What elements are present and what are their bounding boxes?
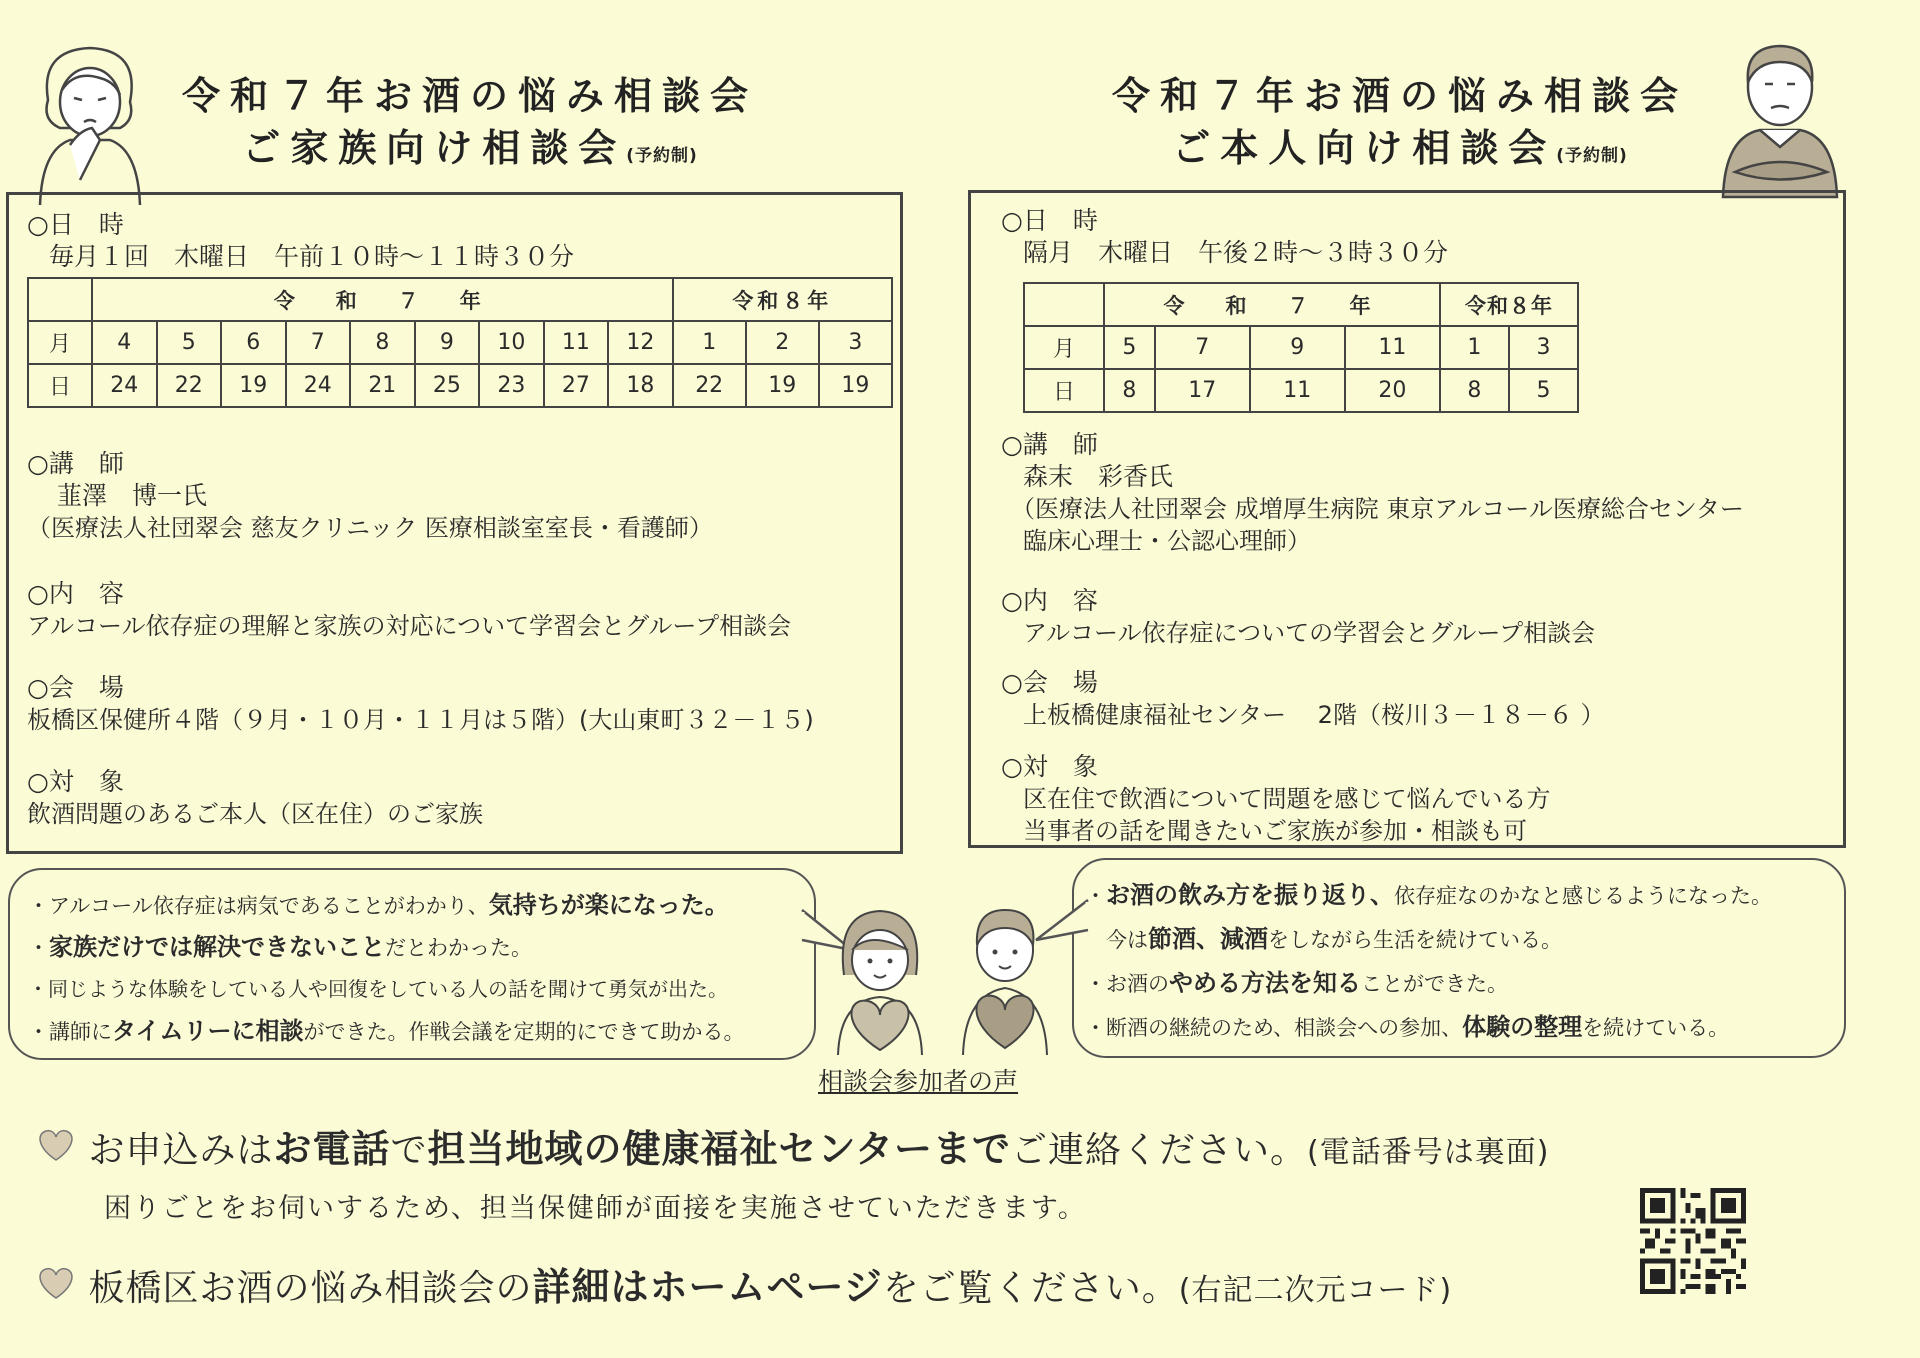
right-lecturer-affiliation-2: 臨床心理士・公認心理師）: [1023, 527, 1311, 555]
footer-note: (右記二次元コード): [1178, 1273, 1453, 1308]
left-target-label: ○対 象: [27, 767, 124, 796]
voice-emphasis: やめる方法を知る: [1169, 969, 1361, 997]
right-content-label: ○内 容: [1001, 586, 1098, 615]
voice-emphasis: 気持ちが楽になった。: [488, 891, 729, 919]
voice-left-2: [28, 932, 532, 963]
woman-heart-icon: [830, 905, 930, 1055]
voices-caption: 相談会参加者の声: [818, 1067, 1019, 1096]
right-target-1: 区在住で飲酒について問題を感じて悩んでいる方: [1023, 785, 1551, 813]
right-year-r7: 令 和 ７ 年: [1104, 283, 1440, 326]
left-title-main: ご家族向け相談会: [242, 126, 627, 170]
left-month: 8: [350, 321, 415, 364]
worried-woman-icon: [30, 40, 150, 205]
left-lecturer-name: 韮澤 博一氏: [57, 481, 208, 510]
right-lecturer-name: 森末 彩香氏: [1023, 462, 1174, 491]
left-content-label: ○内 容: [27, 579, 124, 608]
voice-right-3: [1085, 968, 1508, 999]
voice-emphasis: タイムリーに相談: [112, 1017, 304, 1045]
left-schedule-table: [27, 277, 893, 408]
left-day: 21: [350, 364, 415, 407]
left-day: 19: [819, 364, 892, 407]
left-title: [150, 70, 790, 182]
left-day: 24: [92, 364, 157, 407]
left-month: 5: [157, 321, 222, 364]
voice-text: ができた。作戦会議を定期的にできて助かる。: [303, 1020, 745, 1044]
left-month-row: [28, 321, 892, 364]
voice-left-3: [28, 974, 728, 1004]
right-target-2: 当事者の話を聞きたいご家族が参加・相談も可: [1023, 817, 1527, 845]
footer-text: 板橋区お酒の悩み相談会の: [88, 1268, 533, 1309]
left-datetime: 毎月１回 木曜日 午前１０時～１１時３０分: [49, 242, 575, 271]
voice-text: 今は: [1085, 928, 1148, 952]
right-schedule-table: [1023, 282, 1579, 413]
right-month-label: 月: [1024, 326, 1104, 369]
left-month: 12: [608, 321, 673, 364]
left-datetime-label: ○日 時: [27, 210, 124, 239]
footer-emphasis: 詳細はホームページ: [532, 1265, 883, 1309]
right-month-row: [1024, 326, 1578, 369]
left-title-line1: 令和７年お酒の悩み相談会: [181, 74, 758, 118]
left-day: 23: [479, 364, 544, 407]
right-month: 1: [1440, 326, 1509, 369]
voice-emphasis: 体験の整理: [1462, 1013, 1583, 1041]
voice-text: ・アルコール依存症は病気であることがわかり、: [28, 894, 489, 918]
left-venue-label: ○会 場: [27, 673, 124, 702]
right-venue-label: ○会 場: [1001, 668, 1098, 697]
right-info-panel: [968, 190, 1846, 848]
left-day-label: 日: [28, 364, 92, 407]
left-day: 22: [673, 364, 746, 407]
left-month: 3: [819, 321, 892, 364]
right-year-r8: 令和８年: [1440, 283, 1578, 326]
right-month: 3: [1509, 326, 1578, 369]
left-day: 19: [746, 364, 819, 407]
left-info-panel: [6, 192, 903, 854]
left-lecturer-affiliation: （医療法人社団翠会 慈友クリニック 医療相談室室長・看護師）: [27, 514, 713, 542]
voice-right-1: [1085, 880, 1772, 911]
right-title-note: (予約制): [1556, 146, 1628, 166]
voice-text: ・: [1085, 884, 1106, 908]
voice-text: ・: [28, 936, 49, 960]
voice-text: ・同じような体験をしている人や回復をしている人の話を聞けて勇気が出た。: [28, 977, 728, 1001]
right-venue: 上板橋健康福祉センター 2階（桜川３－１８－６ ）: [1023, 701, 1605, 729]
right-content: アルコール依存症についての学習会とグループ相談会: [1023, 619, 1596, 647]
right-datetime: 隔月 木曜日 午後２時～３時３０分: [1023, 238, 1449, 267]
left-day-row: [28, 364, 892, 407]
footer-note: (電話番号は裏面): [1307, 1135, 1550, 1170]
left-title-line2: [150, 122, 790, 182]
man-crossed-arms-icon: [1715, 32, 1845, 202]
left-month: 11: [544, 321, 609, 364]
voice-text: ・断酒の継続のため、相談会への参加、: [1085, 1016, 1463, 1040]
left-day: 24: [286, 364, 351, 407]
right-title: [1080, 70, 1720, 182]
right-month: 7: [1155, 326, 1250, 369]
right-day: 17: [1155, 369, 1250, 412]
voice-text: だとわかった。: [385, 936, 532, 960]
voice-text: ・お酒の: [1085, 972, 1169, 996]
voice-text: をしながら生活を続けている。: [1268, 928, 1562, 952]
boy-heart-icon: [955, 900, 1055, 1055]
left-year-r7: 令 和 ７ 年: [92, 278, 673, 321]
footer-text: ご連絡ください。: [1010, 1130, 1307, 1171]
heart-bullet-icon: [36, 1128, 76, 1162]
left-title-note: (予約制): [626, 146, 698, 166]
right-day-row: [1024, 369, 1578, 412]
left-target: 飲酒問題のあるご本人（区在住）のご家族: [27, 800, 483, 828]
left-month: 2: [746, 321, 819, 364]
left-month: 1: [673, 321, 746, 364]
voice-left-1: [28, 890, 729, 921]
left-month: 9: [415, 321, 480, 364]
table-corner: [1024, 283, 1104, 326]
footer-line-3: [36, 1256, 1452, 1311]
footer-emphasis: 担当地域の健康福祉センターまで: [427, 1127, 1011, 1171]
right-month: 11: [1345, 326, 1440, 369]
voice-text: ・講師に: [28, 1020, 112, 1044]
voice-emphasis: 節酒、減酒: [1148, 925, 1268, 953]
left-month-label: 月: [28, 321, 92, 364]
right-day-label: 日: [1024, 369, 1104, 412]
left-year-r8: 令和８年: [673, 278, 892, 321]
voice-emphasis: お酒の飲み方を振り返り、: [1106, 881, 1394, 909]
footer-text: をご覧ください。: [882, 1268, 1179, 1309]
footer-emphasis: お電話: [273, 1127, 391, 1171]
right-lecturer-label: ○講 師: [1001, 430, 1098, 459]
right-day: 20: [1345, 369, 1440, 412]
right-title-main: ご本人向け相談会: [1172, 126, 1557, 170]
left-month: 6: [221, 321, 286, 364]
table-corner: [28, 278, 92, 321]
voice-right-2: [1085, 924, 1562, 955]
footer-line-1: [36, 1118, 1549, 1173]
right-day: 11: [1250, 369, 1345, 412]
right-schedule-year-row: [1024, 283, 1578, 326]
right-datetime-label: ○日 時: [1001, 206, 1098, 235]
footer-line-2: 困りごとをお伺いするため、担当保健師が面接を実施させていただきます。: [104, 1193, 1087, 1224]
right-lecturer-affiliation: （医療法人社団翠会 成増厚生病院 東京アルコール医療総合センター: [1011, 495, 1744, 523]
right-title-line1: 令和７年お酒の悩み相談会: [1111, 74, 1688, 118]
left-venue: 板橋区保健所４階（９月・１０月・１１月は５階）(大山東町３２－１５): [27, 706, 814, 734]
right-target-label: ○対 象: [1001, 752, 1098, 781]
qr-code-icon[interactable]: [1640, 1188, 1746, 1294]
left-day: 25: [415, 364, 480, 407]
left-day: 18: [608, 364, 673, 407]
voice-emphasis: 家族だけでは解決できないこと: [49, 933, 385, 961]
left-day: 19: [221, 364, 286, 407]
voice-text: 依存症なのかなと感じるようになった。: [1394, 884, 1772, 908]
right-month: 5: [1104, 326, 1155, 369]
voice-left-4: [28, 1016, 745, 1047]
left-month: 4: [92, 321, 157, 364]
right-title-line2: [1080, 122, 1720, 182]
left-schedule-year-row: [28, 278, 892, 321]
left-month: 10: [479, 321, 544, 364]
left-content: アルコール依存症の理解と家族の対応について学習会とグループ相談会: [27, 612, 792, 640]
right-day: 8: [1440, 369, 1509, 412]
left-day: 27: [544, 364, 609, 407]
voice-text: ことができた。: [1361, 972, 1508, 996]
voice-right-4: [1085, 1012, 1729, 1043]
right-month: 9: [1250, 326, 1345, 369]
heart-bullet-icon: [36, 1266, 76, 1300]
left-day: 22: [157, 364, 222, 407]
voice-text: を続けている。: [1582, 1016, 1730, 1040]
right-day: 8: [1104, 369, 1155, 412]
right-day: 5: [1509, 369, 1578, 412]
left-lecturer-label: ○講 師: [27, 449, 124, 478]
footer-text: お申込みは: [88, 1130, 274, 1171]
footer-text: で: [390, 1130, 428, 1171]
left-month: 7: [286, 321, 351, 364]
